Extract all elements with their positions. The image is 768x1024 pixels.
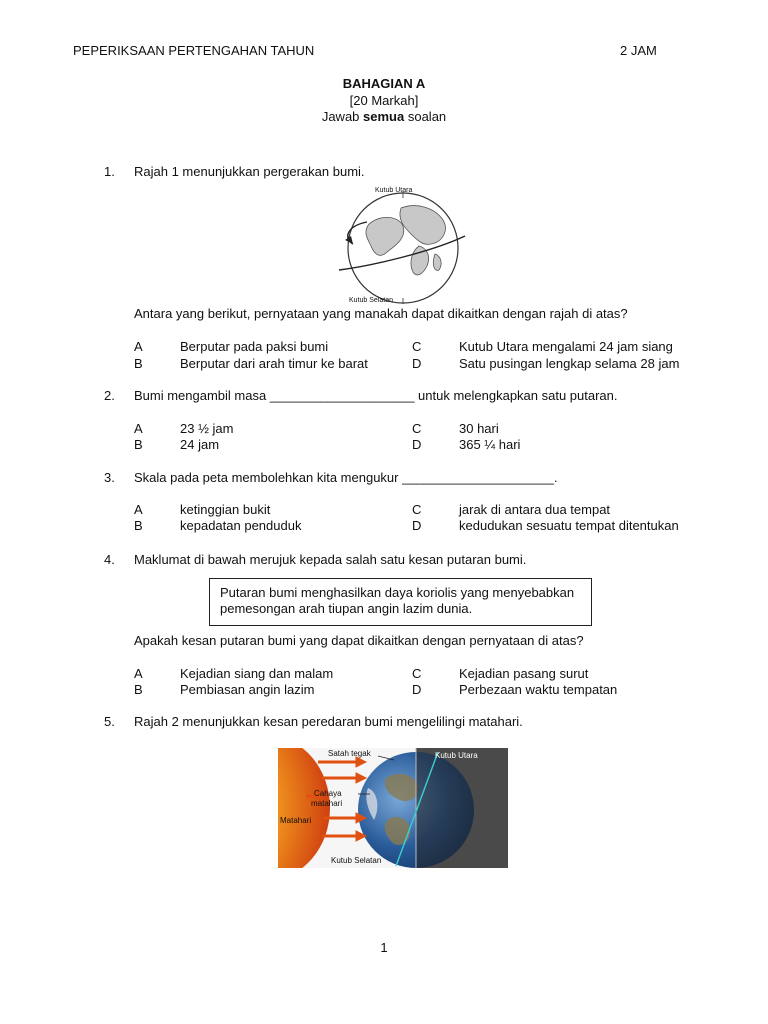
figure-earth-rotation [331, 186, 479, 306]
question-stem-1: Rajah 1 menunjukkan pergerakan bumi. [134, 164, 365, 179]
option-letter-q3-b: B [134, 518, 143, 533]
info-box-line-2: pemesongan arah tiupan angin lazim dunia. [220, 601, 473, 616]
section-instruction [0, 109, 768, 125]
question-number-4: 4. [104, 552, 115, 567]
option-text-q3-d[interactable]: kedudukan sesuatu tempat ditentukan [459, 518, 679, 533]
question-number-2: 2. [104, 388, 115, 403]
figure2-north-label: Kutub Utara [435, 751, 478, 760]
option-letter-q2-d: D [412, 437, 422, 452]
instruction-suffix: soalan [404, 109, 447, 124]
section-title: BAHAGIAN A [342, 76, 426, 91]
option-letter-q1-a: A [134, 339, 143, 354]
info-box-line-1: Putaran bumi menghasilkan daya koriolis yang menyebabkan [220, 585, 575, 600]
option-text-q4-c[interactable]: Kejadian pasang surut [459, 666, 589, 681]
option-letter-q2-c: C [412, 421, 422, 436]
option-letter-q3-d: D [412, 518, 422, 533]
figure2-sunlight-label-1: Cahaya [314, 789, 342, 798]
option-text-q2-a[interactable]: 23 ½ jam [180, 421, 234, 436]
option-text-q4-d[interactable]: Perbezaan waktu tempatan [459, 682, 618, 697]
question-number-1: 1. [104, 164, 115, 179]
question-number-5: 5. [104, 714, 115, 729]
question-number-3: 3. [104, 470, 115, 485]
option-letter-q2-b: B [134, 437, 143, 452]
exam-duration: 2 JAM [620, 43, 657, 58]
instruction-bold: semua [363, 109, 405, 124]
question-prompt-4: Apakah kesan putaran bumi yang dapat dikaitkan dengan pernyataan di atas? [134, 633, 584, 648]
option-letter-q3-a: A [134, 502, 143, 517]
option-text-q1-d[interactable]: Satu pusingan lengkap selama 28 jam [459, 356, 680, 371]
option-text-q1-a[interactable]: Berputar pada paksi bumi [180, 339, 329, 354]
section-marks: [20 Markah] [349, 93, 419, 108]
option-letter-q1-d: D [412, 356, 422, 371]
option-letter-q4-a: A [134, 666, 143, 681]
question-prompt-1: Antara yang berikut, pernyataan yang manakah dapat dikaitkan dengan rajah di atas? [134, 306, 628, 321]
instruction-prefix: Jawab [321, 109, 364, 124]
option-text-q4-b[interactable]: Pembiasan angin lazim [180, 682, 315, 697]
option-text-q3-b[interactable]: kepadatan penduduk [180, 518, 302, 533]
figure2-sun-label: Matahari [280, 816, 312, 825]
option-text-q3-a[interactable]: ketinggian bukit [180, 502, 271, 517]
figure2-south-label: Kutub Selatan [331, 856, 382, 865]
figure1-south-label: Kutub Selatan [349, 297, 393, 304]
option-letter-q2-a: A [134, 421, 143, 436]
figure2-vertical-plane-label: Satah tegak [328, 749, 371, 758]
option-text-q1-b[interactable]: Berputar dari arah timur ke barat [180, 356, 368, 371]
option-text-q2-b[interactable]: 24 jam [180, 437, 220, 452]
page-number: 1 [380, 940, 388, 955]
figure1-north-label: Kutub Utara [375, 187, 413, 194]
option-text-q2-c[interactable]: 30 hari [459, 421, 499, 436]
question-stem-4: Maklumat di bawah merujuk kepada salah satu kesan putaran bumi. [134, 552, 527, 567]
info-box [209, 578, 592, 626]
option-text-q4-a[interactable]: Kejadian siang dan malam [180, 666, 334, 681]
question-stem-5: Rajah 2 menunjukkan kesan peredaran bumi mengelilingi matahari. [134, 714, 523, 729]
option-letter-q4-d: D [412, 682, 422, 697]
question-stem-2: Bumi mengambil masa ____________________ untuk melengkapkan satu putaran. [134, 388, 618, 403]
option-letter-q1-b: B [134, 356, 143, 371]
option-letter-q4-c: C [412, 666, 422, 681]
question-stem-3: Skala pada peta membolehkan kita mengukur _____________________. [134, 470, 558, 485]
option-text-q1-c[interactable]: Kutub Utara mengalami 24 jam siang [459, 339, 673, 354]
option-letter-q3-c: C [412, 502, 422, 517]
figure2-sunlight-label-2: matahari [311, 799, 343, 808]
exam-title: PEPERIKSAAN PERTENGAHAN TAHUN [73, 43, 315, 58]
option-letter-q4-b: B [134, 682, 143, 697]
option-text-q3-c[interactable]: jarak di antara dua tempat [459, 502, 611, 517]
option-text-q2-d[interactable]: 365 ¼ hari [459, 437, 521, 452]
option-letter-q1-c: C [412, 339, 422, 354]
